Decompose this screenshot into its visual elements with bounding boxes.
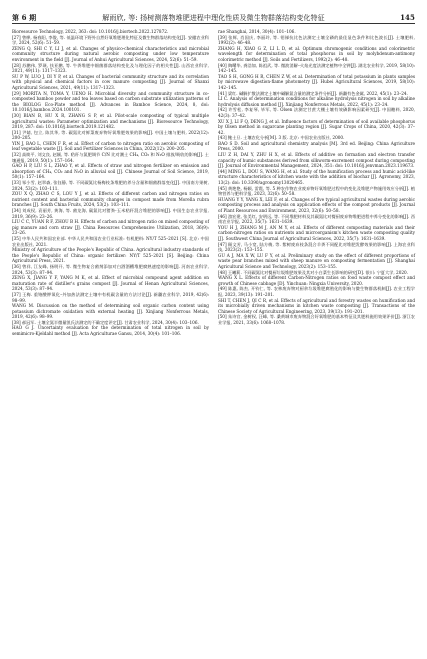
reference-entry: LIU Z H, DAI Y, ZHU H X, et al. Effects of additive on formation and electron transfer capacity of humic substances derived from silkworm-excrement compost during composting [J]. Journal of Environmental Management, 2024, 351: doi: 10.1016/j.jenvman.2023.119673. (218, 152, 415, 169)
reference-entry: [43] 鲍士旦. 土壤农化分析[M]. 3 版. 北京: 中国农业出版社, 2000. (218, 135, 345, 141)
reference-column-left (12, 29, 209, 337)
reference-entry: TAO S H, GONG H R, CHEN Z W, et al. Determination of total potassium in plants samples by microwave digestion-flame photometry [J]. Hubei Agricultural Sciences, 2019, 58(10): 142–145. (218, 73, 415, 90)
reference-column-right (218, 29, 415, 325)
reference-entry: [38] 郝冠军. 土壤全氮半微量凯氏法测定的不确定度评定[J]. 甘肃农业科学, 2024, 30(4): 103–106. (12, 319, 199, 325)
reference-entry: SHI T, CHEN J, QI C R, et al. Effects of agricultural and forestry wastes on humification and its microbially driven mechanisms in kitchen waste composting [J]. Transactions of the Chinese Society of Agricultural Engineering, 2023, 39(13): 191–201. (218, 297, 415, 314)
reference-entry: [35] 中华人民共和国农业部. 中华人民共和国农业行业标准: 有机肥料: NY/T 525–2021 [S]. 北京: 中国农业出版社, 2021. (12, 235, 209, 247)
reference-entry: LIU C C, YUAN R F, ZHOU B H. Effects of carbon and nitrogen ratio on mixed composting of pig manure and corn straw [J]. China Resources Comprehensive Utilization, 2018, 36(9): 23–26. (12, 219, 209, 236)
reference-entry: [50] 朱诗官, 金树权, 汪峰, 等. 桑黄城市废弃物混合好氧堆肥的基本特征及其肥料施用效果评价[J]. 浙江农业学报, 2021, 33(6): 1068–1078. (218, 314, 415, 325)
reference-entry: [40] 陶曙华, 龚浩如, 陈祖武, 等. 微波消解–火焰光度法测定植物中全钾[J]. 湖北农业科学, 2019, 58(10): 142–145. (218, 62, 415, 74)
reference-entry: [34] 刘成权, 袁丽芳, 黄海, 等. 菌龙海, 碳氮比对猪粪-玉米秸秆混合堆肥的影响[J]. 中国生态农业学报, 2019, 36(9): 23–26. (12, 208, 209, 219)
page-number: 145 (400, 13, 415, 22)
issue-number: 第 6 期 (12, 13, 37, 22)
reference-entry: [39] 张辉, 肖国庆, 李丽玲, 等. 钼锑抗比色法测定土壤全磷的最佳显色条件和比色波长[J]. 土壤肥料, 1992(2): 46–48. (218, 34, 415, 46)
reference-entry: WANG M. Discussion on the method of determining soil organic carbon content using potassium dichromate oxidation with external heating [J]. Xinjiang Nonferrous Metals, 2019, 42(6): 98–99. (12, 303, 209, 320)
reference-entry: [45] 黄艳艳, 杨颖, 雷霞, 等. 5 种农作物农业废弃物好氧堆肥过程中的变化及堆肥产物施用效应分析[J]. 植物营养与肥料学报, 2023, 32(6): 50–58. (218, 185, 415, 197)
reference-entry: [41] 梁红. 碱解扩散法测定土壤中碱解氮含量的测定条件分析[J]. 新疆有色金属, 2022, 45(1): 23–24. (218, 90, 408, 96)
reference-entry: ZENG X, JIANG Y F, YANG M K, et al. Effect of microbial compound agent addition on maturation rate of distiller's grains compost [J]. Journal of Henan Agricultural Sciences, 2024, 53(3): 87–94. (12, 275, 209, 292)
reference-entry: [49] 陈惠, 陈杰, 开钧仁, 等. 农林废弃物对厨余垃圾堆肥腐殖化的影响与微生物群落机制[J]. 农业工程学报, 2023, 39(13): 191–201. (218, 286, 415, 297)
reference-entry: [32] 高焕平, 刘文良, 赵颖, 等. 秸秆与氮肥调节 C/N 比对潮土 CH₄, CO₂ 和 N₂O 排放/吸收的影响[J]. 土壤通报, 2019, 50(1): 157–164. (12, 152, 209, 163)
reference-entry: [33] 邹小雪, 赵翠森, 张钰静, 等. 不同碳氮比杨梅枝条堆肥的养分含量和细菌群落变化[J]. 中国南方果树, 2024, 53(2): 103–111. (12, 180, 209, 191)
reference-entry: YIN J, BAO L, CHEN F R, et al. Effect of carbon to nitrogen ratio on aerobic composting of leaf vegetable waste [J]. Soil and Fertilizer Sciences in China, 2022(12): 200–205. (12, 140, 209, 152)
reference-entry: [28] 苏鹏伟, 罗瑛, 扶亚鹏, 等. 牛粪堆肥中细菌群落结构变化及与理化因子的相关性[J]. 山西农业科学, 2021, 49(11): 1317–1323. (12, 62, 209, 74)
reference-entry: XU X J, LI F Q, DENG J, et al. Influence factors of determination of soil available phosphorus by Olsen method in sugarcane planting region [J]. Sugar Crops of China, 2020, 42(3): 37–42. (218, 118, 415, 135)
reference-entry: ZOU X Q, ZHAO C S, LOU Y J, et al. Effects of different carbon and nitrogen ratios on nutrient content and bacterial community changes in compost made from Morella rubra branches [J]. South China Fruits, 2024, 53(2): 103–111. (12, 191, 209, 208)
reference-entry: GU A J, MA X W, LU F Y, et al. Preliminary study on the effect of different proportions of waste pear branches mixed with sheep manure on composting fermentation [J]. Shanghai Agricultural Science and Technology, 2023(2): 153–155. (218, 252, 415, 269)
running-header (12, 11, 415, 29)
reference-entry: [46] 游宏建, 张美红, 安明远, 等. 不同堆肥材料及其碳氮比对餐厨废弃物堆肥进程中养分变化的影响[J]. 西南农业学报, 2022, 35(7): 1631–1639. (218, 213, 415, 225)
running-title: 解雨欣, 等: 扬树测落物堆肥进程中理化性质及微生物群落结构变化特征 (102, 14, 325, 22)
reference-entry: ZHANG H, XIAO G Z, LI L D, et al. Optimum chromogenic conditions and colorimetric wavelength for determination of total phosphorus in soil by molybdenum-antimony colorimetric method [J]. Soils and Fertilizers, 1992(2): 46–48. (218, 45, 415, 62)
reference-entry: LI C. Analysis of determination conditions for alkaline hydrolysis nitrogen in soil by alkaline hydrolysis diffusion method [J]. Xinjiang Nonferrous Metals, 2022, 45(1): 23–24. (218, 96, 415, 107)
reference-entry: Bioresource Technology, 2022, 363: doi: 10.1016/j.biortech.2022.127872. (12, 29, 169, 34)
reference-entry: [37] 王梅. 重铬酸钾氧化–外加热法测定土壤中有机碳含量的方法讨论[J]. 新疆农业科学, 2019, 42(6): 98–99. (12, 291, 209, 303)
reference-entry: ZENG Q, SHI C Y, LI J, et al. Changes of physico-chemical characteristics and microbial community structure during natural aerobic composting under low temperature environment in the field [J]. Journal of Anhui Agricultural Sciences, 2024, 52(6): 51–59. (12, 45, 209, 62)
header-rule (12, 23, 415, 24)
reference-entry: [30] BIAN B, HU X R, ZHANG S P, et al. Pilot-scale composting of typical multiple agricultural wastes: Parameter optimization and mechanisms [J]. Bioresource Technology, 2019, 287: doi: 10.1016/j.biortech.2019.121482. (12, 112, 209, 130)
reference-entry: [36] 曾祥, 江友峰, 扬明开, 等. 微生物复合菌剂添加对白酒酒糟堆肥腐熟速度的影响[J]. 河南农业科学, 2024, 53(3): 87–94. (12, 263, 209, 275)
reference-entry: [47] 顾文芳, 马小宽, 陆方梅, 等. 紫树废弃枝条混合羊粪不同配比对堆肥发酵效果的影响[J]. 上海农业科技, 2023(2): 153–155. (218, 241, 415, 253)
reference-entry: SU P W, LUO J, DI Y P, et al. Changes of bacterial community structure and its correlation with physical and chemical factors in cow manure composting [J]. Journal of Shanxi Agricultural Sciences, 2021, 49(11): 1317–1323. (12, 73, 209, 90)
reference-entry: [29] MORITA N, TOMA Y, UENO H. Microbial diversity and community structure in co-composted bamboo powder and tea leaves based on carbon substrate utilization patterns of the BIOLOG Eco-Plate method [J]. Advances in Bamboo Science, 2024, 8, doi: 10.1016/j.bamboo.2024.100101. (12, 90, 209, 113)
reference-entry: [27] 曾桦, 杨春阳, 李俊, 等. 低温环境下野外自然好氧堆肥理化特征及微生物群落结构变化[J]. 安徽农业科学, 2024, 52(6): 51–59. (12, 34, 209, 46)
reference-entry: Ministry of Agriculture of the People's Republic of China. Agricultural industry standards of the People's Republic of China: organic fertilizer: NY/T 525–2021 [S]. Beijing: China Agricultural Press, 2021. (12, 247, 209, 264)
reference-entry: HUANG Y Y, YANG X, LEI F, et al. Changes of five typical agricultural wastes during aerobic composting process and analysis on application effects of the compost products [J]. Journal of Plant Resources and Environment, 2023, 32(6): 50–58. (218, 196, 415, 213)
reference-entry: GAO H P, LIU S L, ZHAO Y, et al. Effects of straw and nitrogen fertilizer on emission and absorption of CH₄, CO₂ and N₂O in alluvial soil [J]. Chinese Journal of Soil Science, 2019, 50(1): 157–164. (12, 163, 209, 180)
reference-entry: [42] 许雪松, 李复琴, 毕军, 等. Olsen 法测定甘蔗大棚土壤有效磷影响因素研究[J]. 中国糖料, 2020, 42(3): 37–42. (218, 107, 415, 118)
reference-entry: [31] 尹婧, 包立, 陈其华, 等. 碳氮比对鲜菜废弃物好氧堆肥效果的影响[J]. 中国土壤与肥料, 2022(12): 200–205. (12, 129, 209, 141)
reference-entry: rae Shanghai, 2014, 30(4): 101–106. (218, 29, 296, 34)
reference-entry: WANG X L. Effects of different Carbon-Nitrogen ratios on food waste compost effect and growth of Chinese cabbage [D]. Yinchuan: Ningxia University, 2020. (218, 275, 415, 286)
reference-entry: BAO S D. Soil and agricultural chemistry analysis [M]. 3rd ed. Beijing: China Agriculture Press, 2000. (218, 140, 415, 152)
reference-entry: [44] MING L, DOU S, WANG H, et al. Study of the humification process and humic acid-like structure characteristics of kitchen waste with the addition of biochar [J]. Agronomy, 2023, 13(2): doi: 10.3390/agronomy13020465. (218, 168, 415, 186)
reference-entry: [48] 王曦莉. 不同碳氮比对餐厨垃圾堆肥效果及其对小白菜生长影响的研究[D]. 银川: 宁夏大学, 2020. (218, 269, 409, 275)
reference-entry: YOU H J, ZHANG M J, AN M Y, et al. Effects of different composting materials and their carbon-nitrogen ratios on nutrients and microorganism's kitchen waste composting quality [J]. Southwest China Journal of Agricultural Sciences, 2022, 35(7): 1631–1639. (218, 224, 415, 241)
reference-entry: HAO G J. Uncertainty evaluation for the determination of total nitrogen in soil by semimicro-Kjeldahl method [J]. Acta Agriculturae Gansu, 2014, 30(4): 101–106. (12, 325, 209, 337)
